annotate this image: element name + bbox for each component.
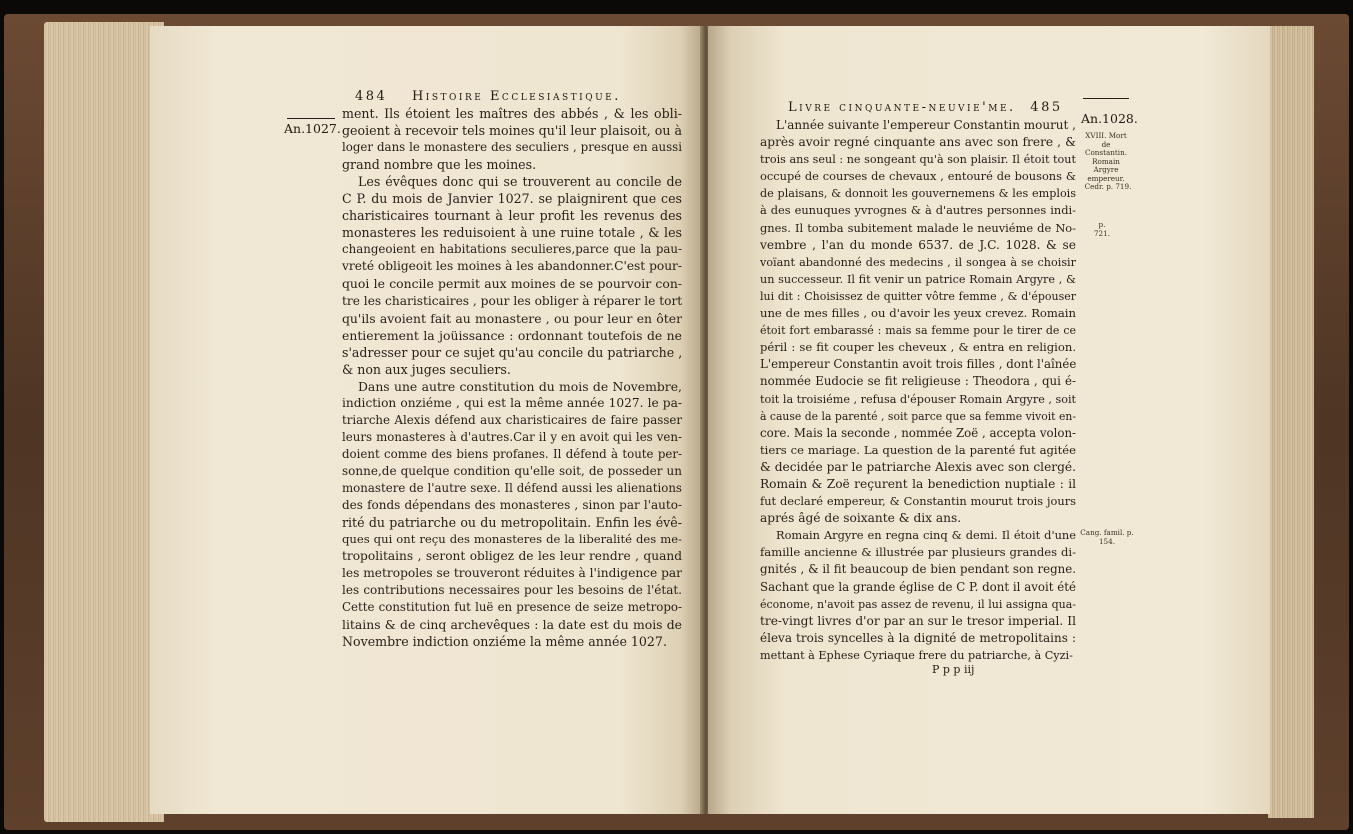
- text-line: famille ancienne & illustrée par plusieurs grandes di-: [760, 545, 1076, 560]
- text-line: tre les charisticaires , pour les obliger à réparer le tort: [342, 293, 683, 308]
- text-line: leurs monasteres à d'autres.Car il y en avoit qui les ven-: [342, 429, 682, 444]
- text-line: entierement la joüissance : ordonnant toutefois de ne: [342, 327, 682, 343]
- text-line: ment. Ils étoient les maîtres des abbés , & les obli-: [342, 106, 682, 121]
- text-line: aprés âgé de soixante & dix ans.: [760, 511, 962, 526]
- text-line: sonne,de quelque condition qu'elle soit, de posseder un: [342, 463, 682, 478]
- right-running-head: Livre cinquante-neuvie'me.: [788, 100, 1016, 115]
- text-line: grand nombre que les moines.: [342, 157, 537, 173]
- text-line: L'année suivante l'empereur Constantin mourut ,: [776, 118, 1076, 132]
- right-year-rule: [1083, 98, 1129, 99]
- text-line: C P. du mois de Janvier 1027. se plaignirent que ces: [342, 191, 682, 207]
- right-year-marker: An.1028.: [1081, 111, 1138, 126]
- text-line: L'empereur Constantin avoit trois filles , dont l'aînée: [760, 357, 1077, 372]
- left-page-edges: [44, 22, 164, 822]
- text-line: ques qui ont reçu des monasteres de la liberalité des me-: [342, 532, 682, 547]
- text-line: étoit fort embarassé : mais sa femme pour le tirer de ce: [760, 324, 1076, 338]
- text-line: rité du patriarche ou du metropolitain. Enfin les évê-: [342, 515, 682, 531]
- text-line: qu'ils avoient fait au monastere , ou pour leur en ôter: [342, 310, 682, 326]
- text-line: vembre , l'an du monde 6537. de J.C. 1028. & se: [760, 237, 1076, 252]
- left-page-header: [355, 89, 621, 104]
- text-line: s'adresser pour ce sujet qu'au concile du patriarche ,: [342, 344, 683, 360]
- text-line: une de mes filles , ou d'avoir les yeux crevez. Romain: [760, 306, 1076, 321]
- text-line: gnes. Il tomba subitement malade le neuviéme de No-: [760, 220, 1076, 235]
- text-line: péril : se fit couper les cheveux , & entra en religion.: [760, 340, 1076, 355]
- text-line: changeoient en habitations seculieres,parce que la pau-: [342, 242, 682, 257]
- text-line: & decidée par le patriarche Alexis avec son clergé.: [760, 459, 1076, 474]
- text-line: gnités , & il fit beaucoup de bien pendant son regne.: [760, 562, 1076, 577]
- left-year-rule: [287, 118, 335, 119]
- text-line: Dans une autre constitution du mois de Novembre,: [358, 378, 682, 394]
- text-line: nommée Eudocie se fit religieuse : Theodora , qui é-: [760, 374, 1076, 389]
- text-line: Les évêques donc qui se trouverent au concile de: [358, 174, 682, 190]
- right-page-number: 485: [1030, 100, 1063, 115]
- text-line: voïant abandonné des medecins , il songea à se choisir: [760, 255, 1076, 269]
- left-running-head: Histoire Ecclesiastique.: [411, 89, 621, 104]
- text-line: tiers ce mariage. La question de la parenté fut agitée: [760, 442, 1076, 457]
- text-line: doient comme des biens profanes. Il défend à toute per-: [342, 446, 682, 461]
- text-line: indiction onziéme , qui est la même année 1027. le pa-: [342, 395, 682, 410]
- text-line: monastere de l'autre sexe. Il défend aussi les alienations: [342, 481, 682, 496]
- text-line: de plaisans, & donnoit les gouvernemens & les emplois: [760, 187, 1076, 201]
- text-line: loger dans le monastere des seculiers , presque en aussi: [342, 140, 682, 155]
- text-line: mettant à Ephese Cyriaque frere du patriarche, à Cyzi-: [760, 648, 1073, 662]
- text-line: fut declaré empereur, & Constantin mourut trois jours: [760, 494, 1076, 509]
- text-line: les contributions necessaires pour les besoins de l'état.: [342, 583, 682, 598]
- left-body-text: [342, 105, 682, 651]
- text-line: trois ans seul : ne songeant qu'à son plaisir. Il étoit tout: [760, 153, 1076, 167]
- text-line: quoi le concile permit aux moines de se pourvoir con-: [342, 276, 682, 292]
- text-line: les metropoles se trouveront réduites à l'indigence par: [342, 566, 682, 581]
- right-page-edges: [1268, 26, 1314, 818]
- text-line: tre-vingt livres d'or par an sur le tresor imperial. Il: [760, 613, 1076, 628]
- text-line: tropolitains , seront obligez de les leur rendre , quand: [342, 549, 682, 564]
- margin-note-page-ref: p. 721.: [1093, 220, 1110, 238]
- text-line: charisticaires tournant à leur profit les revenus des: [342, 208, 682, 224]
- margin-note-cedrenus: Cedr. p. 719.: [1084, 182, 1132, 191]
- text-line: Sachant que la grande église de C P. dont il avoit été: [760, 579, 1076, 594]
- text-line: éleva trois syncelles à la dignité de metropolitains :: [760, 630, 1076, 645]
- right-page-header: [788, 100, 1063, 115]
- text-line: Romain & Zoë reçurent la benediction nuptiale : il: [760, 476, 1076, 491]
- text-line: litains & de cinq archevêques : la date est du mois de: [342, 617, 682, 633]
- text-line: après avoir regné cinquante ans avec son frere , &: [760, 135, 1076, 150]
- text-line: Romain Argyre en regna cinq & demi. Il étoit d'une: [776, 528, 1076, 543]
- text-line: un successeur. Il fit venir un patrice Romain Argyre , &: [760, 272, 1076, 286]
- text-line: triarche Alexis défend aux charisticaires de faire passer: [342, 412, 682, 427]
- text-line: des fonds dépendans des monasteres , sinon par l'auto-: [342, 498, 682, 513]
- text-line: à des eunuques yvrognes & à d'autres personnes indi-: [760, 203, 1076, 218]
- text-line: à cause de la parenté , soit parce que sa femme vivoit en-: [760, 409, 1076, 423]
- margin-note-ducange: Cang. famil. p. 154.: [1080, 528, 1134, 546]
- text-line: toit la troisiéme , refusa d'épouser Romain Argyre , soit: [760, 392, 1077, 406]
- margin-note-death-constantin: XVIII. Mort de Constantin. Romain Argyre empereur.: [1084, 131, 1128, 183]
- text-line: geoient à recevoir tels moines qu'il leur plaisoit, ou à: [342, 123, 682, 139]
- signature-mark: P p p iij: [932, 663, 975, 676]
- text-line: économe, n'avoit pas assez de revenu, il lui assigna qua-: [760, 597, 1076, 611]
- text-line: vreté obligeoit les moines à les abandonner.C'est pour-: [342, 259, 682, 274]
- text-line: core. Mais la seconde , nommée Zoë , accepta volon-: [760, 425, 1077, 440]
- text-line: & non aux juges seculiers.: [342, 361, 511, 377]
- text-line: lui dit : Choisissez de quitter vôtre femme , & d'épouser: [760, 289, 1076, 303]
- right-body-text: [760, 117, 1076, 664]
- text-line: Cette constitution fut luë en presence de seize metropo-: [342, 600, 682, 615]
- text-line: Novembre indiction onziéme la même année 1027.: [342, 634, 667, 650]
- left-page-number: 484: [355, 89, 388, 104]
- text-line: monasteres les reduisoient à une ruine totale , & les: [342, 225, 682, 241]
- left-year-marker: An.1027.: [284, 121, 341, 136]
- text-line: occupé de courses de chevaux , entouré de bousons &: [760, 169, 1076, 184]
